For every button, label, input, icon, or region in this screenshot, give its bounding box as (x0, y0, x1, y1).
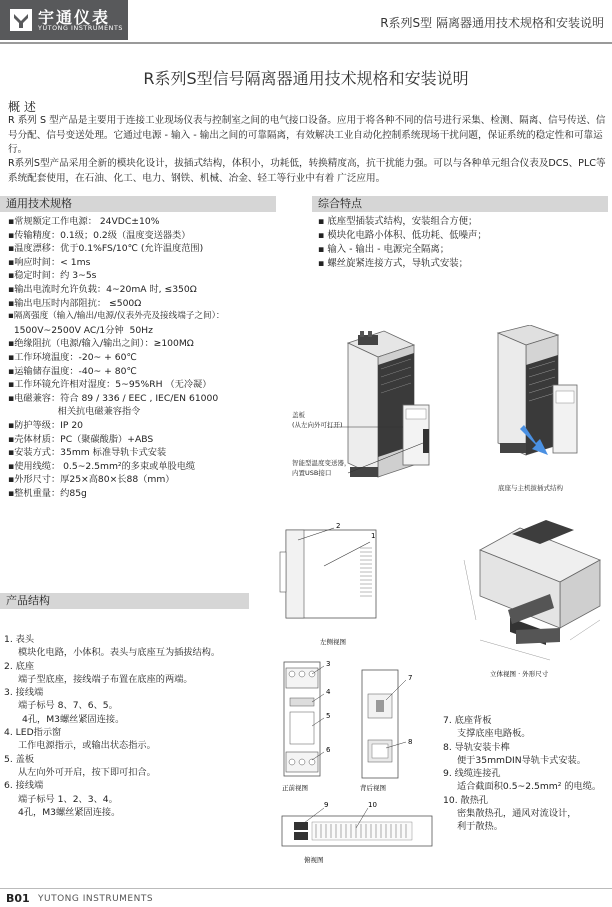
structure-item-title: 8. 导轨安装卡榫 (443, 741, 510, 753)
left-side-view-figure (276, 518, 386, 648)
structure-item-desc: 从左向外可开启，按下即可扣合。 (18, 766, 156, 778)
spec-item: ▪安装方式：35mm 标准导轨卡式安装 (8, 447, 167, 459)
structure-item (443, 767, 611, 794)
page-number: B01 (6, 892, 30, 905)
module-closed-illustration (348, 331, 429, 477)
structure-list-right (443, 714, 611, 834)
document-title: R系列S型信号隔离器通用技术规格和安装说明 (143, 69, 469, 88)
structure-item-title: 6. 接线端 (4, 780, 44, 792)
callout-6: 6 (326, 746, 331, 754)
spec-item: ▪壳体材质：PC（聚碳酸脂）+ABS (8, 433, 154, 445)
iso-view-caption: 立体视图 · 外形尺寸 (490, 670, 549, 678)
spec-item: ▪外形尺寸：厚25×高80×长88（mm） (8, 474, 175, 486)
back-view-caption: 背后视图 (360, 784, 386, 792)
spec-section-heading: 通用技术规格 (0, 196, 276, 212)
front-view-figure (276, 656, 346, 796)
structure-item-desc: 模块化电路，小体积。表头与底座互为插拔结构。 (18, 647, 221, 659)
spec-item: ▪工作环境温度：-20~ + 60℃ (8, 351, 137, 363)
feature-item: ▪ 输入 - 输出 - 电源完全隔离； (318, 244, 450, 255)
structure-item-desc: 端子标号 8、7、6、5。 (18, 700, 118, 712)
spec-item: ▪防护等级：IP 20 (8, 419, 84, 431)
cover-label-note: (从左向外可打开) (292, 421, 343, 429)
spec-item: ▪传输精度：0.1级；0.2级（温度变送器类） (8, 229, 191, 241)
spec-item: ▪隔离强度（输入/输出/电源/仪表外壳及接线端子之间）： (8, 311, 225, 322)
structure-item (4, 779, 254, 819)
page-footer (0, 888, 612, 907)
header-title: R系列S型 隔离器通用技术规格和安装说明 (380, 16, 604, 30)
features-list (318, 215, 608, 271)
spec-list (8, 215, 276, 500)
structure-item-title: 10. 散热孔 (443, 794, 489, 806)
usb-label-note: 内置USB接口 (292, 469, 332, 477)
callout-2: 2 (336, 522, 341, 530)
logo-mark-icon (9, 8, 33, 32)
structure-item-title: 2. 底座 (4, 660, 35, 672)
structure-item (4, 726, 254, 753)
callout-10: 10 (368, 801, 377, 809)
callout-5: 5 (326, 712, 331, 720)
cover-label: 盖板 (292, 411, 305, 419)
page-header (0, 0, 612, 44)
spec-item: 相关抗电磁兼容指令 (8, 406, 141, 418)
features-section-heading: 综合特点 (312, 196, 608, 212)
footer-brand: YUTONG INSTRUMENTS (38, 894, 154, 904)
callout-4: 4 (326, 688, 331, 696)
feature-item: ▪ 模块化电路小体积、低功耗、低噪声； (318, 230, 487, 241)
spec-item: ▪绝缘阻抗（电源/输入/输出之间）：≥100MΩ (8, 338, 194, 350)
spec-item: ▪输出电压时内部阻抗： ≤500Ω (8, 297, 142, 309)
structure-item-desc: 适合截面积0.5~2.5mm² 的电缆。 (457, 781, 602, 793)
callout-9: 9 (324, 801, 329, 809)
structure-item-desc: 4孔，M3螺丝紧固连接。 (18, 806, 121, 818)
back-view-figure (356, 666, 440, 796)
callout-7: 7 (408, 674, 413, 682)
structure-section-heading: 产品结构 (0, 593, 249, 609)
structure-item-title: 1. 表头 (4, 634, 35, 645)
structure-item (443, 794, 611, 834)
spec-item: ▪稳定时间：约 3~5s (8, 270, 97, 282)
brand-name-cn: 宇通仪表 (38, 8, 111, 27)
structure-item (4, 633, 254, 660)
brand-name-en: YUTONG INSTRUMENTS (38, 25, 124, 32)
spec-item: ▪运输储存温度：-40~ + 80℃ (8, 365, 137, 377)
structure-item-title: 5. 盖板 (4, 753, 35, 765)
structure-item-desc: 端子标号 1、2、3、4。 (18, 793, 118, 805)
spec-item: ▪常规额定工作电源： 24VDC±10% (8, 216, 160, 227)
usb-label: 智能型温度变送器， (292, 459, 351, 467)
structure-item (443, 714, 611, 741)
spec-item: ▪响应时间：< 1ms (8, 256, 91, 268)
brand-logo (0, 0, 128, 40)
spec-item: ▪输出电流时允许负载：4~20mA 时, ≤350Ω (8, 283, 197, 295)
overview-paragraph-2: R系列S型产品采用全新的模块化设计，拔插式结构，体积小，功耗低，转换精度高，抗干扰能力强。可以与各种单元组合仪表及DCS、PLC等系统配套使用，在石油、化工、电力、钢铁、机械、冶金、轻工等行业中有着 广泛应用。 (8, 158, 606, 184)
structure-item-desc: 4孔，M3螺丝紧固连接。 (22, 713, 125, 725)
structure-item-desc: 密集散热孔，通风对流设计， (457, 808, 577, 820)
structure-item (4, 660, 254, 687)
structure-item-desc: 支撑底座电路板。 (457, 728, 531, 740)
header-divider (0, 42, 612, 44)
isometric-view-figure (450, 510, 612, 680)
structure-item (4, 686, 254, 726)
spec-item: 1500V~2500V AC/1分钟 50Hz (8, 324, 153, 336)
overview-paragraph-1: R 系列 S 型产品是主要用于连接工业现场仪表与控制室之间的电气接口设备。应用于将各种不同的信号进行采集、检测、隔离、信号传送、信号分配、信号变送处理。它通过电源 - 输入 - 输出之间的可靠隔离，有效解决工业自动化控制系统现场干扰问题，保证系统的稳定性和可靠运行。 (8, 115, 606, 155)
top-view-caption: 俯视图 (304, 856, 324, 864)
front-view-caption: 正前视图 (282, 784, 308, 792)
structure-item-title: 7. 底座背板 (443, 715, 492, 726)
spec-item: ▪整机重量：约85g (8, 487, 87, 499)
feature-item: ▪ 底座型插装式结构，安装组合方便； (318, 216, 478, 227)
top-view-figure (276, 798, 444, 870)
overview-heading: 概 述 (8, 100, 36, 114)
spec-item: ▪工作环镜允许相对湿度：5~95%RH （无冷凝） (8, 379, 212, 391)
structure-item-title: 9. 线缆连接孔 (443, 768, 501, 780)
pullout-structure-figure (288, 325, 608, 495)
structure-item (443, 741, 611, 768)
structure-item-desc: 端子型底座，接线端子布置在底座的两端。 (18, 673, 193, 685)
pullout-caption: 底座与主机拔插式结构 (498, 484, 563, 492)
spec-item: ▪温度漂移：优于0.1%FS/10℃ (允许温度范围) (8, 243, 204, 255)
structure-item-desc: 工作电源指示，或输出状态指示。 (18, 740, 156, 752)
spec-item: ▪使用线缆： 0.5~2.5mm²的多束或单股电缆 (8, 460, 196, 472)
module-pulled-illustration (498, 325, 577, 455)
left-view-caption: 左侧视图 (320, 638, 346, 646)
footer-divider (0, 888, 612, 889)
callout-1: 1 (371, 532, 376, 540)
feature-item: ▪ 螺丝旋紧连接方式，导轨式安装； (318, 258, 468, 269)
spec-item: ▪电磁兼容：符合 89 / 336 / EEC , IEC/EN 61000 (8, 392, 219, 404)
callout-3: 3 (326, 660, 331, 668)
structure-item-title: 4. LED指示窗 (4, 727, 62, 739)
structure-list-left (4, 633, 254, 819)
callout-8: 8 (408, 738, 413, 746)
structure-item (4, 753, 254, 780)
structure-item-desc: 利于散热。 (457, 821, 503, 833)
structure-item-desc: 便于35mmDIN导轨卡式安装。 (457, 754, 586, 766)
structure-item-title: 3. 接线端 (4, 687, 44, 699)
